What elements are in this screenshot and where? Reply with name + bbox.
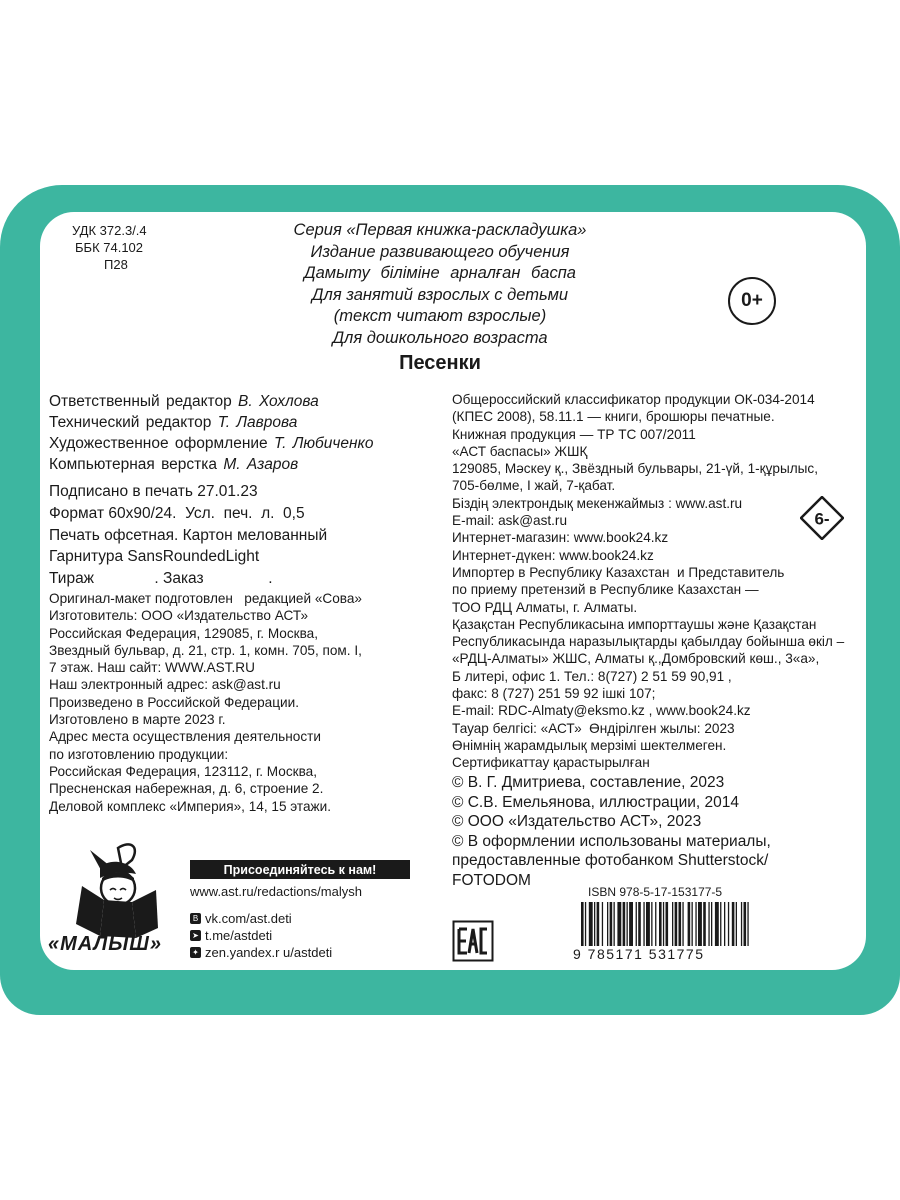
barcode-bar <box>627 902 628 946</box>
info-line: «АСТ баспасы» ЖШҚ <box>452 443 588 459</box>
copyright-line: предоставленные фотобанком Shutterstock/ <box>452 852 769 870</box>
barcode-bar <box>602 902 603 946</box>
barcode-bar <box>594 902 595 946</box>
barcode-bar <box>747 902 748 946</box>
info-line: Біздің электрондық мекенжаймыз : www.ast.ru <box>452 495 743 511</box>
barcode-bar <box>698 902 702 946</box>
info-line: Интернет-дүкен: www.book24.kz <box>452 547 654 563</box>
barcode-bar <box>655 902 656 946</box>
info-line: Общероссийский классификатор продукции ОК-034-2014 <box>452 392 815 407</box>
info-line: «РДЦ-Алматы» ЖШС, Алматы қ.,Домбровский көш., 3«а», <box>452 651 820 667</box>
barcode-number: 9 785171 531775 <box>573 946 705 962</box>
social-link[interactable]: t.me/astdeti <box>205 928 273 943</box>
malysh-logo-icon <box>70 838 165 943</box>
bbk-code: ББК 74.102 <box>75 240 144 255</box>
barcode-bar <box>672 902 673 946</box>
barcode-bar <box>607 902 608 946</box>
series-line: Серия «Первая книжка-раскладушка» <box>293 221 587 239</box>
malysh-logo-text: «МАЛЫШ» <box>48 933 162 955</box>
staff-name: М. Азаров <box>223 456 299 473</box>
barcode-bar <box>692 902 693 946</box>
series-line: Дамыту біліміне арналған баспа <box>304 264 576 282</box>
index-code: П28 <box>104 257 128 272</box>
barcode-bar <box>679 902 682 946</box>
barcode-bar <box>623 902 626 946</box>
barcode-bar <box>715 902 719 946</box>
staff-role: Ответственный редактор <box>49 393 232 410</box>
info-line: (КПЕС 2008), 58.11.1 — книги, брошюры печатные. <box>452 409 775 425</box>
series-line: Издание развивающего обучения <box>310 242 570 261</box>
staff-row <box>49 433 373 454</box>
info-line: по изготовлению продукции: <box>49 746 229 762</box>
info-line: Деловой комплекс «Империя», 14, 15 этажи. <box>49 798 332 814</box>
info-line: 705-бөлме, I жай, 7-қабат. <box>452 478 616 494</box>
age-diamond-text: 6- <box>814 509 830 529</box>
staff-row <box>49 454 373 475</box>
barcode-bar <box>651 902 652 946</box>
copyright-line: © С.В. Емельянова, иллюстрации, 2014 <box>452 793 740 811</box>
info-line: Произведено в Российской Федерации. <box>49 694 299 710</box>
copyright-block <box>452 773 771 891</box>
social-link[interactable]: zen.yandex.r u/astdeti <box>205 945 333 960</box>
info-line: Б литері, офис 1. Тел.: 8(727) 2 51 59 90,91 , <box>452 668 732 684</box>
join-us-banner: Присоединяйтесь к нам! <box>190 860 410 879</box>
barcode-bar <box>708 902 709 946</box>
staff-name: Т. Лаврова <box>217 414 298 431</box>
info-line: Наш электронный адрес: ask@ast.ru <box>49 677 281 693</box>
copyright-line: © В оформлении использованы материалы, <box>452 832 771 850</box>
staff-row <box>49 391 373 412</box>
barcode-bar <box>703 902 706 946</box>
copyright-line: © ООО «Издательство АСТ», 2023 <box>452 813 702 831</box>
barcode-bar <box>638 902 641 946</box>
eac-mark-icon <box>452 920 494 962</box>
barcode-bar <box>711 902 712 946</box>
info-line: Изготовлено в марте 2023 г. <box>49 712 226 728</box>
barcode-bar <box>688 902 691 946</box>
info-line: 7 этаж. Наш сайт: WWW.AST.RU <box>49 660 255 676</box>
barcode-bar <box>741 902 742 946</box>
site-link[interactable]: www.ast.ru/redactions/malysh <box>190 884 362 899</box>
barcode-bar <box>581 902 584 946</box>
vk-icon: B <box>190 913 201 924</box>
zen-icon: ✦ <box>190 947 201 958</box>
print-line: Гарнитура SansRoundedLight <box>49 548 260 566</box>
copyright-line: © В. Г. Дмитриева, составление, 2023 <box>452 774 725 791</box>
barcode-bar <box>597 902 600 946</box>
barcode-bar <box>682 902 683 946</box>
staff-list <box>49 391 373 475</box>
print-line: Подписано в печать 27.01.23 <box>49 483 258 500</box>
barcode-bar <box>610 902 613 946</box>
print-line: Тираж . Заказ . <box>49 570 273 588</box>
social-vk[interactable] <box>190 911 292 926</box>
barcode-bar <box>646 902 650 946</box>
barcode-bar <box>629 902 633 946</box>
barcode-bar <box>636 902 637 946</box>
barcode-bar <box>695 902 696 946</box>
print-line: Формат 60х90/24. Усл. печ. л. 0,5 <box>49 504 305 522</box>
info-line: Оригинал-макет подготовлен редакцией «Сова» <box>49 591 362 606</box>
info-line: Өнімнің жарамдылық мерзімі шектелмеген. <box>452 737 727 753</box>
series-line: (текст читают взрослые) <box>333 307 547 325</box>
staff-role: Компьютерная верстка <box>49 456 217 473</box>
staff-name: Т. Любиченко <box>274 435 374 452</box>
info-line: Сертификаттау қарастырылған <box>452 755 650 771</box>
print-info <box>49 481 327 590</box>
info-line: E-mail: RDC-Almaty@eksmo.kz , www.book24.kz <box>452 703 751 719</box>
classification-info <box>452 391 844 772</box>
info-line: по приему претензий в Республике Казахстан — <box>452 582 759 598</box>
staff-role: Технический редактор <box>49 414 212 431</box>
copyright-line: FOTODOM <box>452 871 531 889</box>
barcode-icon <box>579 902 799 946</box>
barcode-bar <box>663 902 664 946</box>
info-line: 129085, Мәскеу қ., Звёздный бульвары, 21-үй, 1-құрылыс, <box>452 461 819 477</box>
barcode-bar <box>720 902 721 946</box>
barcode-bar <box>659 902 662 946</box>
info-line: Изготовитель: ООО «Издательство АСТ» <box>49 608 309 624</box>
publisher-info <box>49 590 362 815</box>
info-line: Интернет-магазин: www.book24.kz <box>452 530 669 546</box>
barcode-bar <box>744 902 747 946</box>
info-line: ТОО РДЦ Алматы, г. Алматы. <box>452 599 638 615</box>
info-line: Республикасында наразылықтарды қабылдау бойынша өкіл – <box>452 634 845 650</box>
book-title: Песенки <box>399 352 481 374</box>
staff-row <box>49 412 373 433</box>
barcode-bar <box>614 902 615 946</box>
info-line: Российская Федерация, 129085, г. Москва, <box>49 625 319 641</box>
social-link[interactable]: vk.com/ast.deti <box>205 911 292 926</box>
info-line: Тауар белгісі: «АСТ» Өндірілген жылы: 2023 <box>452 720 735 736</box>
barcode-bar <box>675 902 678 946</box>
udk-code: УДК 372.3/.4 <box>72 223 147 238</box>
info-line: Звездный бульвар, д. 21, стр. 1, комн. 705, пом. I, <box>49 642 362 658</box>
info-line: факс: 8 (727) 251 59 92 ішкі 107; <box>452 686 656 702</box>
staff-role: Художественное оформление <box>49 435 268 452</box>
barcode-bar <box>585 902 586 946</box>
series-line: Для дошкольного возраста <box>332 328 548 347</box>
barcode-bar <box>736 902 737 946</box>
social-zen[interactable] <box>190 945 332 960</box>
barcode-bar <box>617 902 621 946</box>
info-line: Книжная продукция — ТР ТС 007/2011 <box>452 426 696 442</box>
isbn-label: ISBN 978-5-17-153177-5 <box>588 885 723 899</box>
barcode-bar <box>724 902 725 946</box>
series-line: Для занятий взрослых с детьми <box>311 285 569 304</box>
barcode-bar <box>666 902 669 946</box>
series-header <box>160 220 720 349</box>
barcode-bar <box>643 902 644 946</box>
age-rating-badge: 0+ <box>728 277 776 325</box>
social-telegram[interactable] <box>190 928 272 943</box>
print-line: Печать офсетная. Картон мелованный <box>49 526 328 544</box>
barcode-bar <box>732 902 735 946</box>
info-line: Импортер в Республику Казахстан и Представитель <box>452 564 785 580</box>
barcode-bar <box>728 902 729 946</box>
telegram-icon: ➤ <box>190 930 201 941</box>
info-line: Пресненская набережная, д. 6, строение 2. <box>49 781 324 797</box>
barcode-bar <box>589 902 593 946</box>
staff-name: В. Хохлова <box>238 393 319 410</box>
info-line: Российская Федерация, 123112, г. Москва, <box>49 763 317 779</box>
info-line: Қазақстан Республикасына импорттаушы және Қазақстан <box>452 616 817 632</box>
info-line: Адрес места осуществления деятельности <box>49 729 321 745</box>
info-line: E-mail: ask@ast.ru <box>452 513 568 529</box>
